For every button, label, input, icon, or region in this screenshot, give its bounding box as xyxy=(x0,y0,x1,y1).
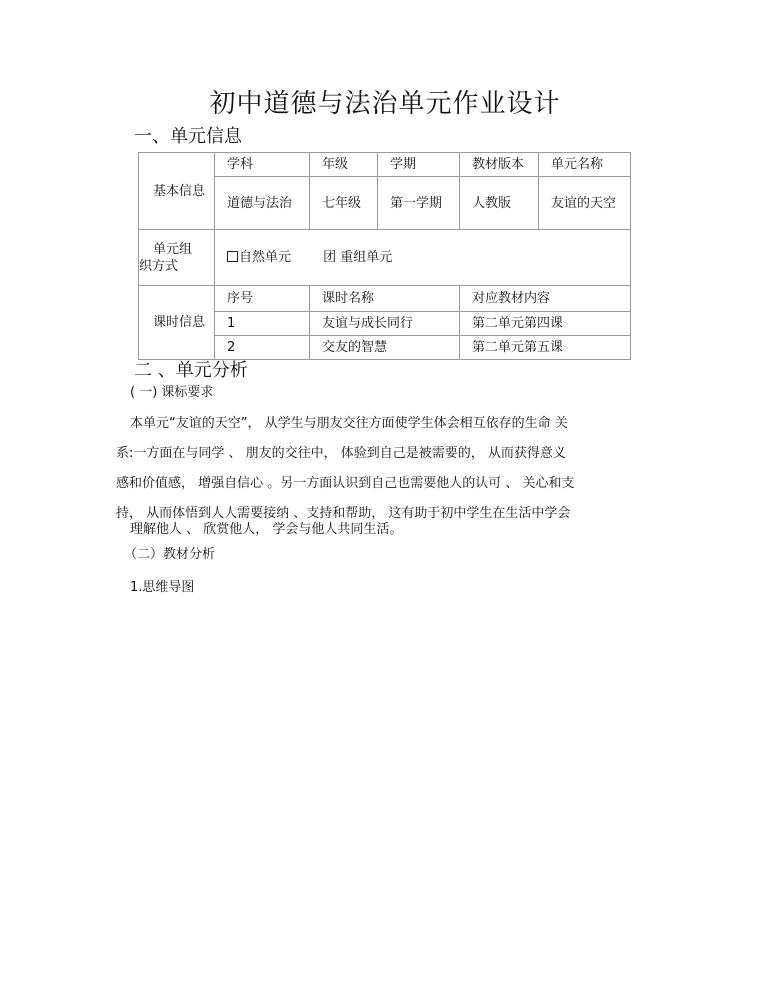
unit-org-row xyxy=(139,230,631,286)
lesson-content: 第二单元第五课 xyxy=(460,336,631,360)
header-semester: 学期 xyxy=(378,153,460,177)
paragraph-line: 持， 从而体悟到人人需要接纳 、支持和帮助， 这有助于初中学生在生活中学会 xyxy=(116,506,571,521)
subheading-curriculum-requirements: ( 一) 课标要求 xyxy=(130,385,214,400)
lesson-seq: 1 xyxy=(215,312,310,336)
unit-org-options xyxy=(215,230,631,286)
lesson-name: 交友的智慧 xyxy=(310,336,460,360)
natural-unit-label: 自然单元 xyxy=(239,250,292,265)
basic-info-label: 基本信息 xyxy=(139,153,215,230)
value-textbook-version: 人教版 xyxy=(460,177,539,230)
unit-info-table xyxy=(138,152,631,360)
unit-org-label-line2: 织方式 xyxy=(139,258,179,274)
unit-org-label-line1: 单元组 xyxy=(153,241,193,257)
value-semester: 第一学期 xyxy=(378,177,460,230)
lesson-seq: 2 xyxy=(215,336,310,360)
header-grade: 年级 xyxy=(310,153,378,177)
paragraph-line: 本单元“友谊的天空”， 从学生与朋友交往方面使学生体会相互依存的生命 关 xyxy=(130,416,568,431)
curriculum-paragraph xyxy=(116,409,656,529)
subheading-textbook-analysis: （二）教材分析 xyxy=(124,547,216,562)
lesson-name: 友谊与成长同行 xyxy=(310,312,460,336)
section-heading-unit-info: 一、单元信息 xyxy=(134,126,242,147)
header-textbook-version: 教材版本 xyxy=(460,153,539,177)
natural-unit-option[interactable] xyxy=(227,249,291,266)
paragraph-line: 感和价值感， 增强自信心 。另一方面认识到自己也需要他人的认可 、 关心和支 xyxy=(116,476,575,491)
unit-org-label xyxy=(139,230,215,286)
lesson-header-row xyxy=(139,286,631,312)
paragraph-last-line: 理解他人 、 欣赏他人， 学会与他人共同生活。 xyxy=(130,522,403,537)
value-grade: 七年级 xyxy=(310,177,378,230)
lesson-content: 第二单元第四课 xyxy=(460,312,631,336)
header-subject: 学科 xyxy=(215,153,310,177)
header-textbook-content: 对应教材内容 xyxy=(460,286,631,312)
regrouped-unit-option[interactable]: 团 重组单元 xyxy=(323,250,393,265)
value-unit-name: 友谊的天空 xyxy=(539,177,631,230)
basic-info-header-row xyxy=(139,153,631,177)
checkbox-icon[interactable] xyxy=(227,251,238,262)
document-title: 初中道德与法治单元作业设计 xyxy=(209,89,561,119)
value-subject: 道德与法治 xyxy=(215,177,310,230)
header-lesson-name: 课时名称 xyxy=(310,286,460,312)
header-unit-name: 单元名称 xyxy=(539,153,631,177)
paragraph-line: 系:一方面在与同学 、 朋友的交往中， 体验到自己是被需要的， 从而获得意义 xyxy=(116,446,566,461)
section-heading-unit-analysis: 二 、单元分析 xyxy=(134,360,248,381)
item-mind-map: 1.思维导图 xyxy=(130,580,195,595)
header-seq: 序号 xyxy=(215,286,310,312)
lesson-info-label: 课时信息 xyxy=(139,286,215,360)
